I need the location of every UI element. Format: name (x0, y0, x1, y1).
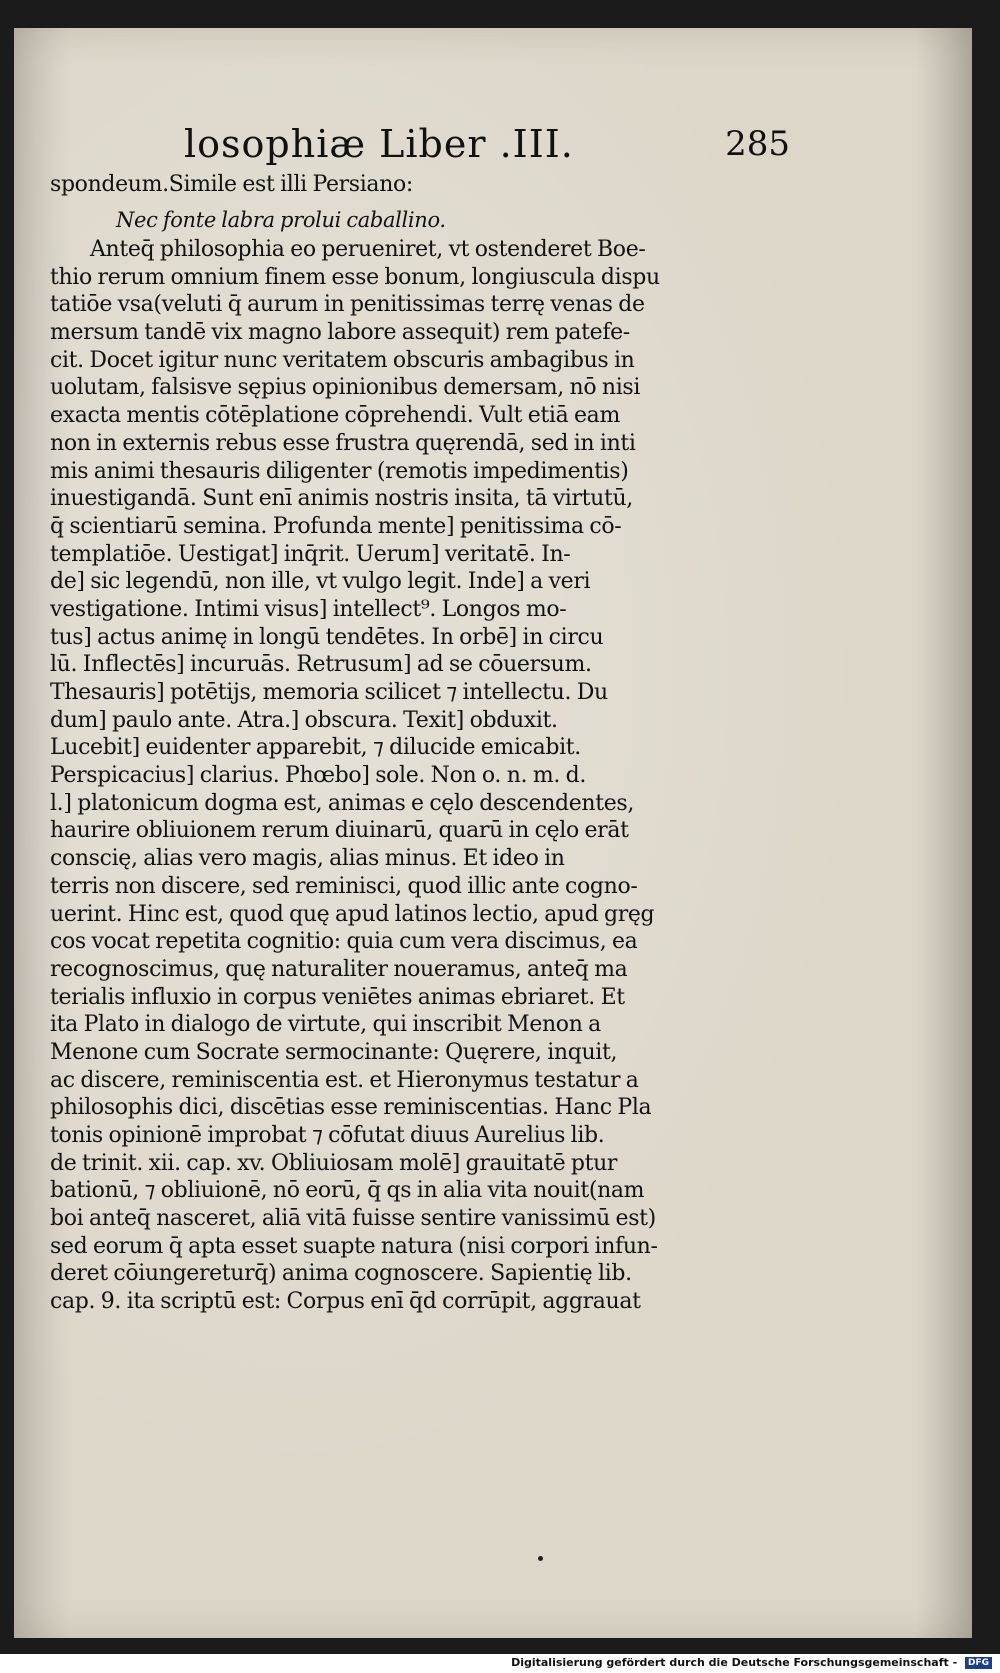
text-line: uerint. Hinc est, quod quę apud latinos lectio, apud gręg (50, 901, 655, 927)
text-line: dum] paulo ante. Atra.] obscura. Texit] obduxit. (50, 707, 558, 733)
verse-quote: Nec fonte labra prolui caballino. (116, 208, 446, 232)
running-title: losophiæ Liber .III. (184, 122, 574, 166)
text-line: l.] platonicum dogma est, animas e cęlo descendentes, (50, 790, 634, 816)
text-line: cos vocat repetita cognitio: quia cum vera discimus, ea (50, 929, 638, 955)
page-number: 285 (725, 124, 790, 164)
text-line: mersum tandē vix magno labore assequit) rem patefe- (50, 320, 630, 346)
text-line: vestigatione. Intimi visus] intellect⁹. Longos mo- (50, 596, 567, 622)
text-line: lū. Inflectēs] incuruās. Retrusum] ad se cōuersum. (50, 652, 592, 678)
text-line: exacta mentis cōtēplatione cōprehendi. Vult etiā eam (50, 403, 620, 429)
text-line: philosophis dici, discētias esse reminiscentias. Hanc Pla (50, 1095, 652, 1121)
text-line: haurire obliuionem rerum diuinarū, quarū in cęlo erāt (50, 818, 629, 844)
text-line: tonis opinionē improbat ⁊ cōfutat diuus Aurelius lib. (50, 1123, 605, 1148)
text-line: uolutam, falsisve sępius opinionibus demersam, nō nisi (50, 375, 641, 401)
text-line: cit. Docet igitur nunc veritatem obscuris ambagibus in (50, 347, 635, 373)
text-line: de] sic legendū, non ille, vt vulgo legit. Inde] a veri (50, 569, 591, 595)
text-line: templatiōe. Uestigat] inq̄rit. Uerum] veritatē. In- (50, 541, 571, 567)
text-line: Anteq̄ philosophia eo perueniret, vt ostenderet Boe- (90, 237, 646, 262)
text-line: Thesauris] potētijs, memoria scilicet ⁊ intellectu. Du (50, 680, 608, 705)
text-line: terialis influxio in corpus veniētes animas ebriaret. Et (50, 984, 625, 1010)
text-line: ita Plato in dialogo de virtute, qui inscribit Menon a (50, 1012, 601, 1038)
text-line: tus] actus animę in longū tendētes. In orbē] in circu (50, 624, 604, 650)
text-line: sed eorum q̄ apta esset suapte natura (nisi corpori infun- (50, 1233, 658, 1259)
text-line: Perspicacius] clarius. Phœbo] sole. Non o. n. m. d. (50, 763, 586, 789)
text-line: cap. 9. ita scriptū est: Corpus enī q̄d corrūpit, aggrauat (50, 1289, 641, 1315)
text-line: mis animi thesauris diligenter (remotis impedimentis) (50, 458, 629, 484)
running-head (170, 122, 790, 170)
text-line: Menone cum Socrate sermocinante: Quęrere, inquit, (50, 1039, 618, 1065)
text-line: conscię, alias vero magis, alias minus. Et ideo in (50, 846, 565, 872)
text-block (50, 170, 762, 1316)
text-line: inuestigandā. Sunt enī animis nostris insita, tā virtutū, (50, 486, 633, 512)
dfg-logo: DFG (965, 1657, 992, 1669)
text-line: Lucebit] euidenter apparebit, ⁊ dilucide emicabit. (50, 735, 581, 761)
text-line: spondeum.Simile est illi Persiano: (50, 172, 413, 197)
digitization-credit (511, 1656, 992, 1669)
text-line: tatiōe vsa(veluti q̄ aurum in penitissimas terrę venas de (50, 292, 645, 318)
credit-text: Digitalisierung gefördert durch die Deutsche Forschungsgemeinschaft - (511, 1656, 958, 1669)
text-line: terris non discere, sed reminisci, quod illic ante cogno- (50, 873, 638, 899)
text-line: non in externis rebus esse frustra quęrendā, sed in inti (50, 430, 636, 456)
text-line: deret cōiungereturq̄) anima cognoscere. Sapientię lib. (50, 1261, 632, 1287)
text-line: bationū, ⁊ obliuionē, nō eorū, q̄ qs in alia vita nouit(nam (50, 1178, 645, 1204)
text-line: recognoscimus, quę naturaliter noueramus, anteq̄ ma (50, 956, 628, 982)
text-line: boi anteq̄ nasceret, aliā vitā fuisse sentire vanissimū est) (50, 1206, 656, 1232)
ink-dot (538, 1556, 543, 1561)
text-line: thio rerum omnium finem esse bonum, longiuscula dispu (50, 264, 660, 290)
text-line: de trinit. xii. cap. xv. Obliuiosam molē] grauitatē ptur (50, 1150, 618, 1176)
text-line: q̄ scientiarū semina. Profunda mente] penitissima cō- (50, 513, 622, 539)
text-line: ac discere, reminiscentia est. et Hieronymus testatur a (50, 1067, 639, 1093)
